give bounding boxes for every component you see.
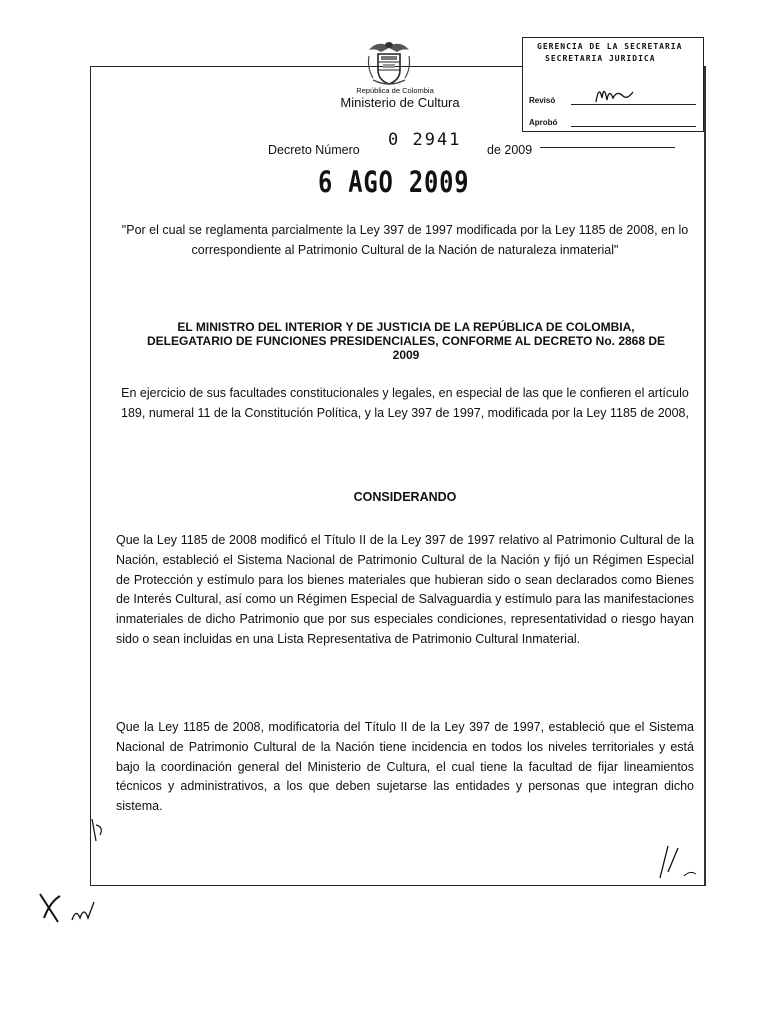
reviewer-initials-icon xyxy=(593,80,635,106)
stamp-line-1: GERENCIA DE LA SECRETARIA xyxy=(537,42,683,51)
decree-year: de 2009 xyxy=(487,143,533,157)
stamp-revisado: Revisó xyxy=(529,96,556,105)
republic-label: República de Colombia xyxy=(356,86,434,95)
considerando-paragraph-1: Que la Ley 1185 de 2008 modificó el Título II de la Ley 397 de 1997 relativo al Patrimonio Cultural de la Nación, estableció el Sistema Nacional de Patrimonio Cultural de la Nación y fijó un Régimen Especial de Protección y estímulo para los bienes materiales que hubieran sido o sean declarados como Bienes de Interés Cultural, así como un Régimen Especial de Salvaguardia y estímulo para las manifestaciones inmateriales de dicho Patrimonio que por sus especiales condiciones, representatividad o riesgo hayan sido o sean incluidas en una Lista Representativa de Patrimonio Cultural Inmaterial. xyxy=(116,533,694,646)
signature-initials-icon xyxy=(650,842,700,882)
stamp-line-2: SECRETARIA JURIDICA xyxy=(545,54,656,63)
minister-heading: EL MINISTRO DEL INTERIOR Y DE JUSTICIA DE LA REPÚBLICA DE COLOMBIA, DELEGATARIO DE FUNCIONES PRESIDENCIALES, CONFORME AL DECRETO No. 2868 DE 2009 xyxy=(146,320,666,362)
ministry-label: Ministerio de Cultura xyxy=(340,95,460,110)
review-stamp xyxy=(522,37,704,132)
decree-number: 0 2941 xyxy=(388,130,462,150)
coat-of-arms-icon xyxy=(363,36,415,88)
date-stamp: 6 AGO 2009 xyxy=(318,165,470,199)
considerando-heading: CONSIDERANDO xyxy=(353,490,457,504)
faculties-paragraph: En ejercicio de sus facultades constitucionales y legales, en especial de las que le confieren el artículo 189, numeral 11 de la Constitución Política, y la Ley 397 de 1997, modificada por la Ley 1185 de 2008, xyxy=(121,386,689,420)
stamp-aprobo: Aprobó xyxy=(529,118,558,127)
decree-title: "Por el cual se reglamenta parcialmente la Ley 397 de 1997 modificada por la Ley 1185 de 2008, en lo correspondiente al Patrimonio Cultural de la Nación de naturaleza inmaterial" xyxy=(121,223,689,257)
page-frame-right-edge xyxy=(704,66,706,886)
decree-underline xyxy=(540,147,675,148)
stamp-signature-line xyxy=(571,126,696,127)
handwritten-mark-icon xyxy=(86,815,116,845)
signature-mark-icon xyxy=(36,888,106,928)
decree-label: Decreto Número xyxy=(268,143,360,157)
considerando-paragraph-2: Que la Ley 1185 de 2008, modificatoria del Título II de la Ley 397 de 1997, estableció que el Sistema Nacional de Patrimonio Cultural de la Nación tiene incidencia en todos los niveles territoriales y está bajo la coordinación general del Ministerio de Cultura, el cual tiene la facultad de fijar lineamientos técnicos y administrativos, a los que deben sujetarse las entidades y personas que integran dicho sistema. xyxy=(116,720,694,814)
